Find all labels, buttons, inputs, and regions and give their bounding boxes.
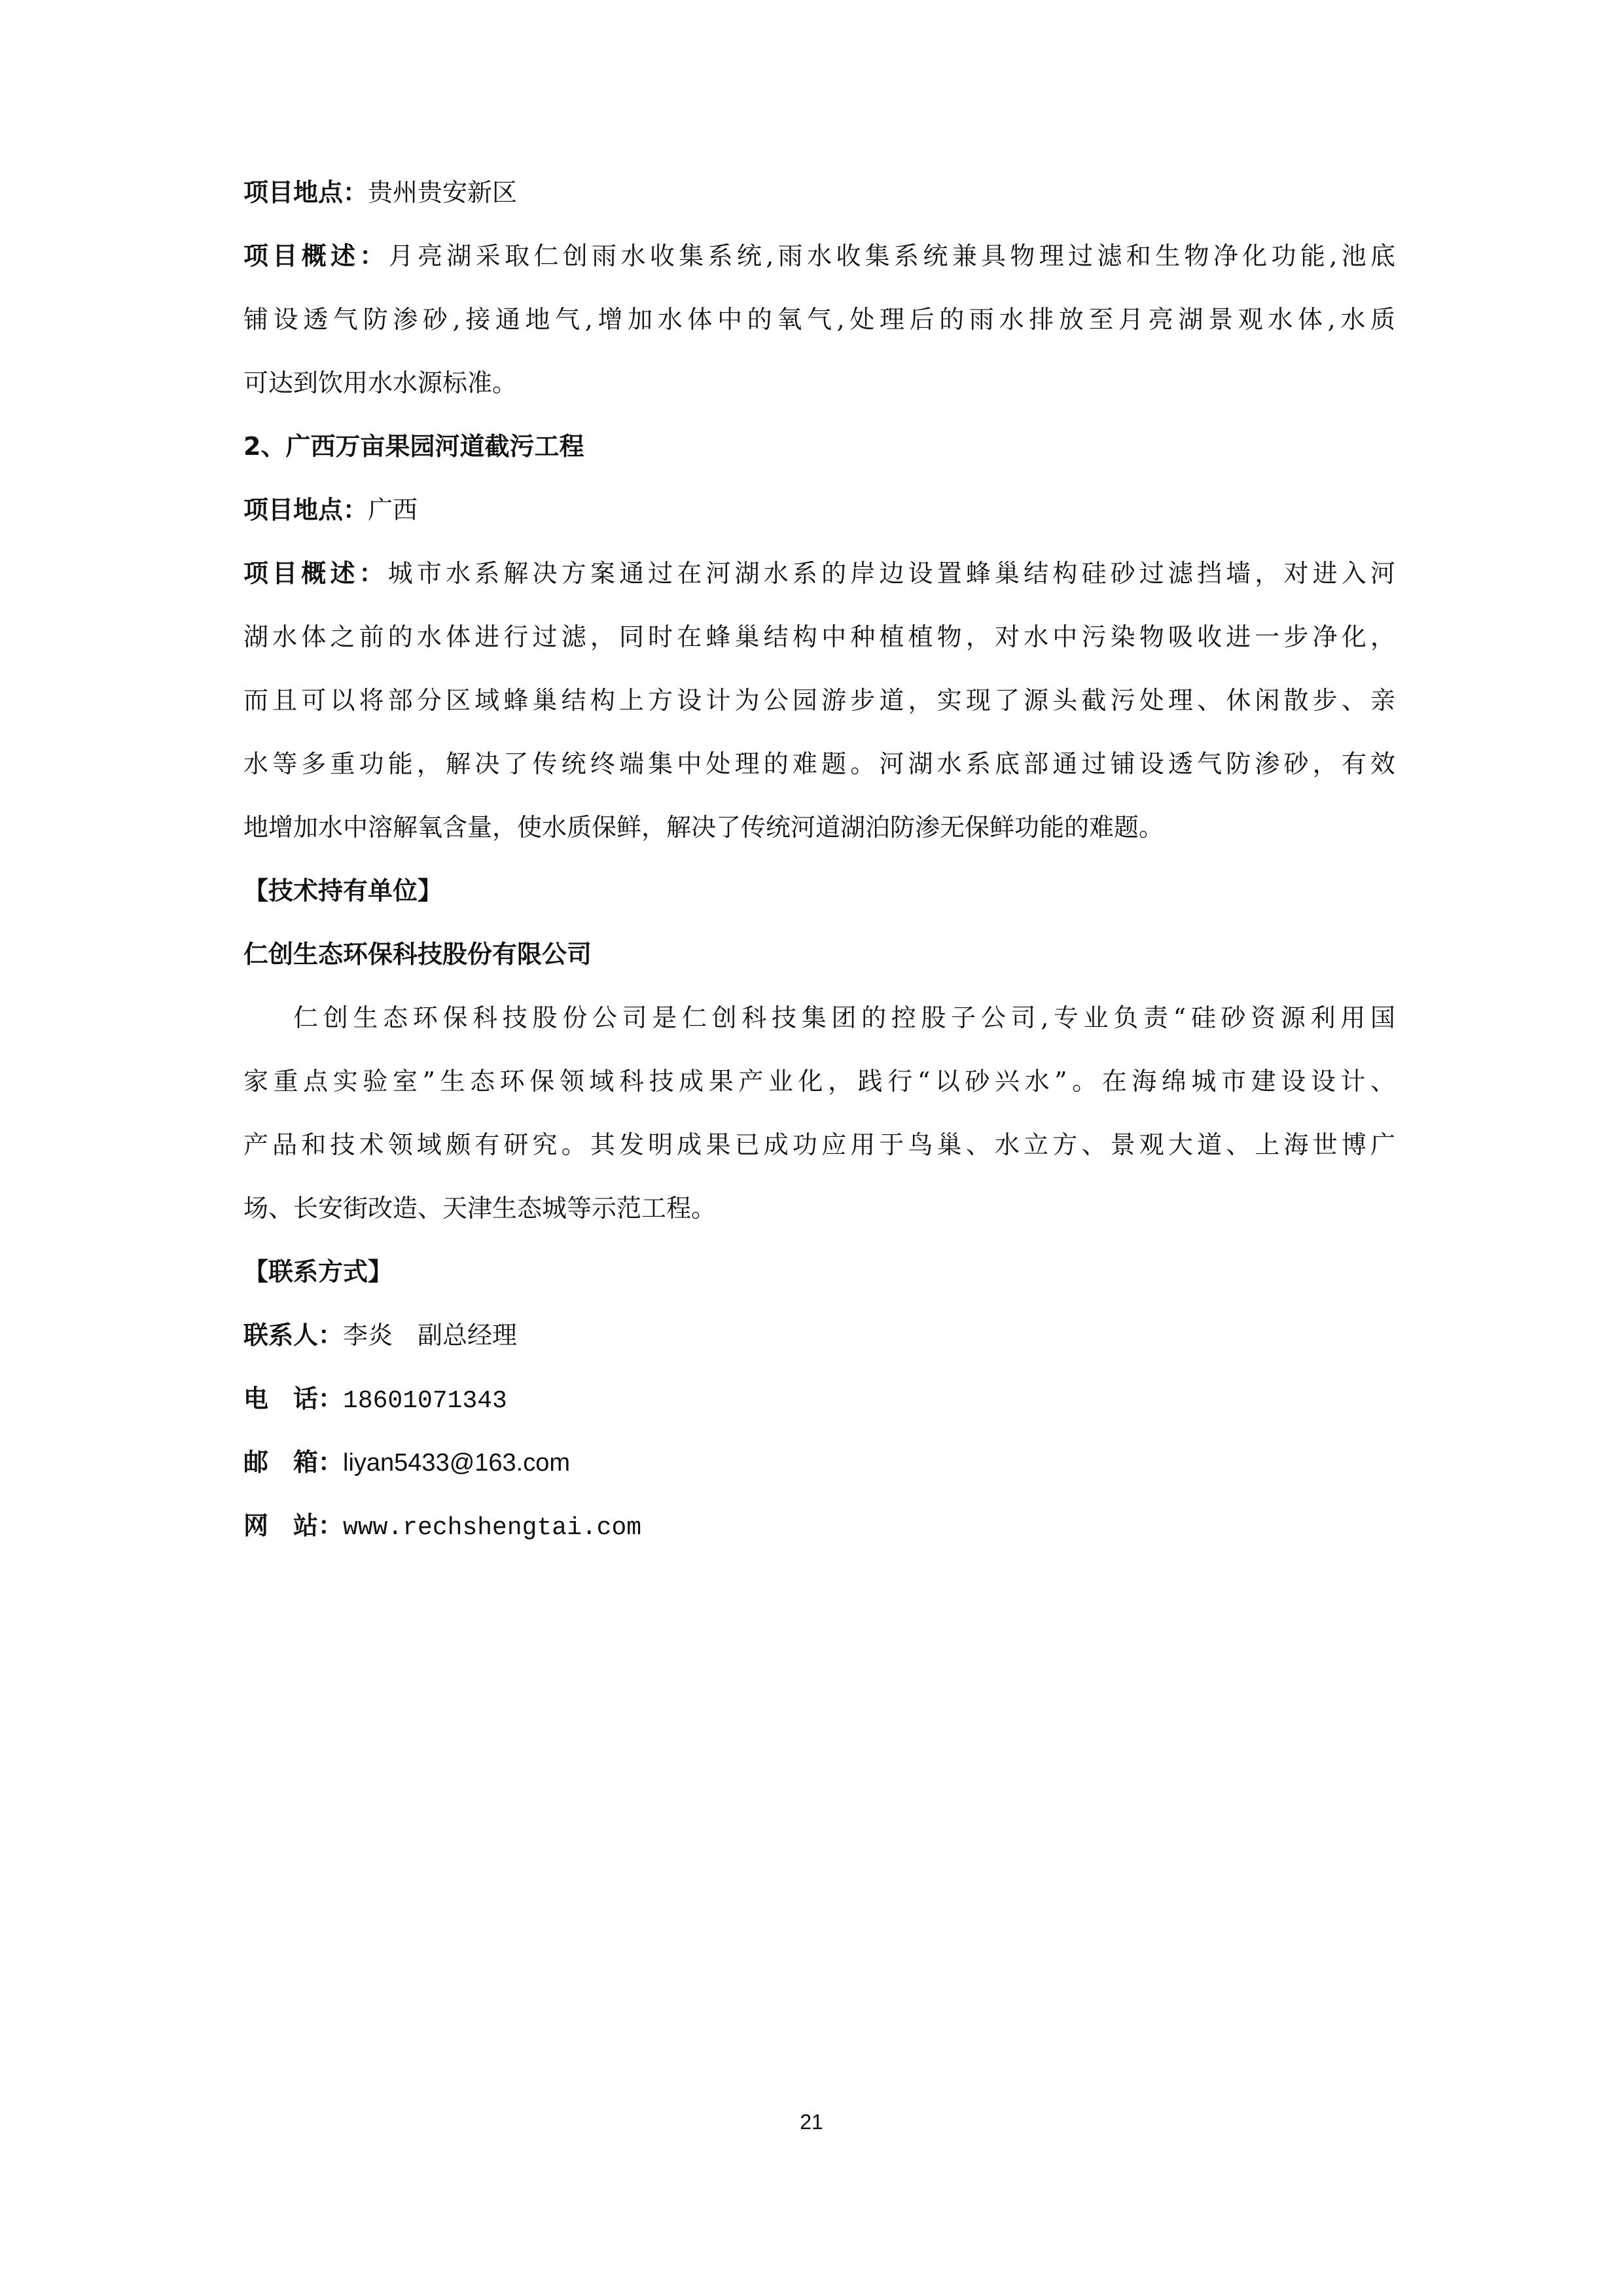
- project2-overview-line-4: 水等多重功能，解决了传统终端集中处理的难题。河湖水系底部通过铺设透气防渗砂，有效: [243, 749, 1395, 778]
- project2-overview-line-2: 湖水体之前的水体进行过滤，同时在蜂巢结构中种植植物，对水中污染物吸收进一步净化，: [243, 622, 1395, 651]
- project1-location-value: 贵州贵安新区: [368, 178, 518, 207]
- project1-location-label: 项目地点：: [243, 178, 368, 207]
- project2-overview-label: 项目概述：: [243, 559, 388, 588]
- contact-person-label: 联系人：: [243, 1321, 344, 1350]
- project2-location-value: 广西: [368, 495, 418, 524]
- project2-location: [243, 493, 1395, 526]
- holder-section-title: 【技术持有单位】: [243, 876, 443, 905]
- project2-overview-text-1: 城市水系解决方案通过在河湖水系的岸边设置蜂巢结构硅砂过滤挡墙，对进入河: [387, 559, 1395, 588]
- contact-email: [243, 1446, 1395, 1479]
- contact-email-value[interactable]: liyan5433@163.com: [343, 1449, 571, 1477]
- contact-website-label: 网 站：: [243, 1511, 344, 1540]
- project1-overview-line-1: [243, 240, 1395, 272]
- project1-overview-line-2: 铺设透气防渗砂,接通地气,增加水体中的氧气,处理后的雨水排放至月亮湖景观水体,水质: [243, 305, 1395, 334]
- page-number: 21: [800, 2110, 823, 2134]
- holder-description-line-4: 场、长安街改造、天津生态城等示范工程。: [243, 1194, 717, 1223]
- contact-section-title: 【联系方式】: [243, 1257, 393, 1286]
- project2-title: 2、广西万亩果园河道截污工程: [243, 432, 584, 461]
- contact-phone-value: 18601071343: [343, 1387, 507, 1415]
- holder-company-name: 仁创生态环保科技股份有限公司: [243, 940, 592, 969]
- contact-phone-label: 电 话：: [243, 1384, 344, 1413]
- project2-location-label: 项目地点：: [243, 495, 368, 524]
- holder-description-line-1: 仁创生态环保科技股份公司是仁创科技集团的控股子公司,专业负责“硅砂资源利用国: [293, 1003, 1395, 1032]
- holder-description-line-3: 产品和技术领域颇有研究。其发明成果已成功应用于鸟巢、水立方、景观大道、上海世博广: [243, 1130, 1395, 1159]
- project1-overview-text-1: 月亮湖采取仁创雨水收集系统,雨水收集系统兼具物理过滤和生物净化功能,池底: [388, 242, 1395, 270]
- contact-person-value: 李炎 副总经理: [343, 1321, 518, 1350]
- project1-overview-label: 项目概述：: [243, 242, 389, 270]
- contact-email-label: 邮 箱：: [243, 1448, 344, 1477]
- project1-location: [243, 176, 1395, 209]
- project2-overview-line-3: 而且可以将部分区域蜂巢结构上方设计为公园游步道，实现了源头截污处理、休闲散步、亲: [243, 686, 1395, 715]
- holder-description-line-2: 家重点实验室”生态环保领域科技成果产业化，践行“以砂兴水”。在海绵城市建设设计、: [243, 1067, 1395, 1096]
- contact-website-value[interactable]: www.rechshengtai.com: [343, 1514, 642, 1542]
- contact-website: [243, 1509, 1395, 1545]
- contact-phone: [243, 1382, 1395, 1418]
- project2-overview-line-1: [243, 557, 1395, 590]
- project2-overview-line-5: 地增加水中溶解氧含量，使水质保鲜，解决了传统河道湖泊防渗无保鲜功能的难题。: [243, 813, 1164, 842]
- project1-overview-line-3: 可达到饮用水水源标准。: [243, 368, 518, 397]
- contact-person: [243, 1319, 1395, 1352]
